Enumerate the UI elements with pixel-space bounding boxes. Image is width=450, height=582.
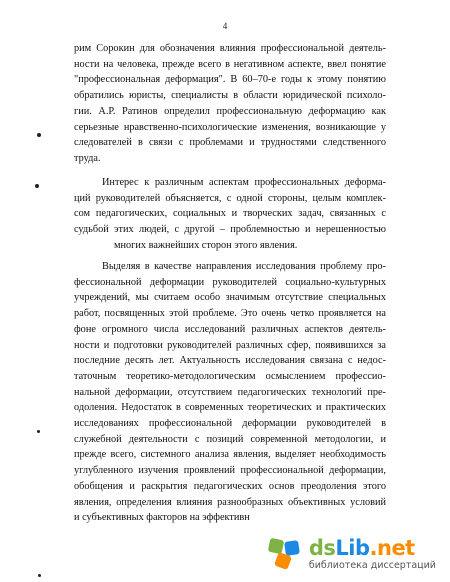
scan-dot: [37, 430, 40, 433]
dslib-subtitle: библиотека диссертаций: [308, 559, 436, 571]
brand-net: .net: [369, 535, 415, 560]
text-line: работ, посвященных этой проблеме. Это очень четко проявляется на: [74, 308, 386, 320]
text-line: "профессиональная деформация". В 60–70-е годы к этому понятию: [74, 74, 386, 86]
paragraph-3: [74, 259, 386, 526]
paragraph-1: [74, 41, 386, 167]
text-line: сом педагогических, социальных и творческих задач, связанных с: [74, 208, 386, 220]
scan-dot: [37, 133, 41, 137]
paragraph-2: [74, 175, 386, 254]
text-line: нальной деформации, отсутствием педагогических технологий пре-: [74, 386, 386, 398]
dslib-logo-icon: [265, 537, 305, 571]
brand-lib: Lib: [335, 535, 370, 560]
text-line: последние десять лет. Актуальность исследования связана с недос-: [74, 355, 386, 367]
dslib-watermark[interactable]: [261, 532, 440, 576]
text-line: серьезные нравственно-психологические изменения, возникающие у: [74, 121, 386, 133]
text-line: обобщения и раскрытия педагогических основ преодоления этого: [74, 480, 386, 492]
dslib-brand: [308, 535, 436, 560]
text-line: таточным теоретико-методологическим осмыслением профессио-: [74, 370, 386, 382]
text-line: рим Сорокин для обозначения влияния профессиональной деятель-: [74, 43, 386, 54]
text-line: обратились юристы, специалисты в области юридической психоло-: [74, 90, 386, 102]
text-line: труда.: [74, 152, 101, 164]
page-number: 4: [222, 21, 228, 31]
text-line: ности на человека, прежде всего в негативном аспекте, ввел понятие: [74, 58, 386, 70]
text-line: ций руководителей объясняется, с одной стороны, целым комплек-: [74, 192, 386, 204]
text-line: судьбой этих людей, с другой – проблемностью и нерешенностью: [74, 224, 386, 236]
text-line: фоне огромного числа исследований различных аспектов деятель-: [74, 323, 386, 335]
brand-ds: ds: [308, 535, 336, 560]
text-line: фессиональной деформации руководителей социально-культурных: [74, 276, 386, 288]
text-line: Выделяя в качестве направления исследования проблему про-: [102, 261, 386, 272]
text-line: Интерес к различным аспектам профессиональных деформа-: [102, 177, 386, 188]
text-line: многих важнейших сторон этого явления.: [114, 239, 298, 251]
text-line: углубленного изучения проявлений профессиональной деформации,: [74, 465, 386, 477]
text-line: исследованиях профессиональной деформации руководителей в: [74, 418, 386, 430]
scan-dot: [38, 574, 41, 577]
scan-dot: [35, 184, 39, 188]
text-line: следователей в связи с проблемами и трудностями следственного: [74, 137, 386, 149]
text-line: явления, определения влияния разнообразных объективных условий: [74, 496, 386, 508]
text-line: служебной деятельности с позиций современной методологии, и: [74, 433, 386, 445]
text-line: прежде всего, системного анализа явления, выделяет необходимость: [74, 449, 386, 461]
text-line: ности и подготовки руководителей различных сфер, появившихся за: [74, 339, 386, 351]
text-line: учреждений, мы считаем особо значимым отсутствие специальных: [74, 292, 386, 304]
text-line: гии. А.Р. Ратинов определил профессиональную деформацию как: [74, 105, 386, 117]
text-line: одоления. Недостаток в современных теоретических и практических: [74, 402, 386, 414]
text-line: и субъективных факторов на эффективн: [74, 512, 250, 524]
